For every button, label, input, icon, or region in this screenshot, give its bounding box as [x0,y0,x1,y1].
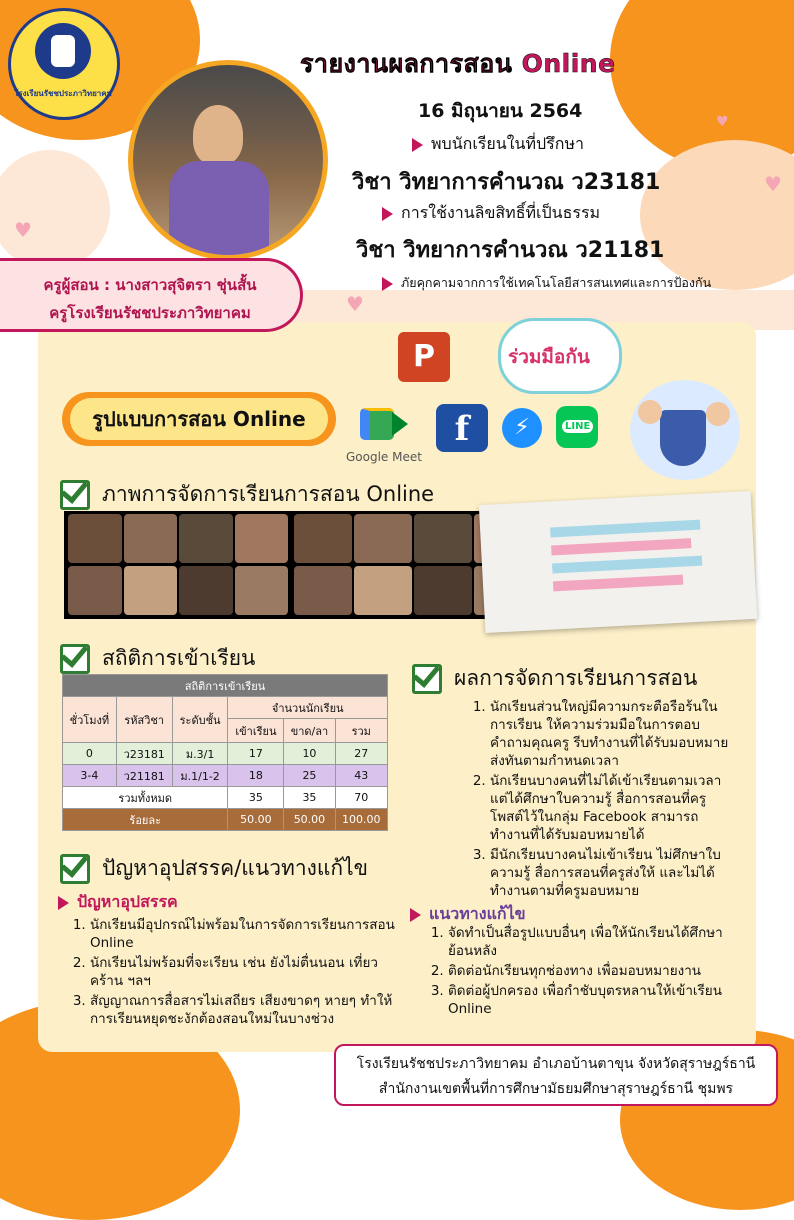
section-photos-heading [60,478,434,511]
col-hour: ชั่วโมงที่ [63,697,117,743]
footer-school: โรงเรียนรัชชประภาวิทยาคม อำเภอบ้านตาขุน จังหวัดสุราษฎร์ธานี [356,1056,756,1072]
list-item: 1. นักเรียนมีอุปกรณ์ไม่พร้อมในการจัดการเรียนการสอน Online [90,916,398,952]
table-cell: 50.00 [228,809,284,831]
teaching-format-label: รูปแบบการสอน Online [70,398,328,440]
google-meet-icon [360,404,410,444]
section-stats-title: สถิติการเข้าเรียน [102,646,256,670]
footer-box [334,1044,778,1106]
bg-blob-top-right-light [640,140,794,290]
section-photos-title: ภาพการจัดการเรียนการสอน Online [102,482,435,506]
video-tile [294,566,352,615]
video-tile [354,514,412,563]
teacher-box [0,258,303,332]
table-total-row [63,787,388,809]
messenger-icon: ⚡ [502,408,542,448]
heart-icon: ♥ [764,172,782,196]
section-stats-heading [60,642,255,675]
check-icon [60,854,90,884]
video-tile [414,514,472,563]
video-tile [124,514,178,563]
video-tile [179,514,233,563]
subject-1: วิชา วิทยาการคำนวณ ว23181 [352,170,661,195]
table-cell: 18 [228,765,284,787]
school-logo [8,8,120,120]
problems-title: ปัญหาอุปสรรค [77,892,178,911]
col-total: รวม [335,719,388,743]
table-cell: 35 [284,787,335,809]
table-cell: 50.00 [284,809,335,831]
subject-2: วิชา วิทยาการคำนวณ ว21181 [356,238,665,263]
list-item: 2. ติดต่อนักเรียนทุกช่องทาง เพื่อมอบหมายงาน [448,962,728,980]
table-percent-row [63,809,388,831]
section-results-heading [412,662,697,695]
table-cell: ว21181 [116,765,172,787]
table-cell: 25 [284,765,335,787]
heart-icon: ♥ [14,218,32,242]
col-level: ระดับชั้น [172,697,228,743]
table-cell: 100.00 [335,809,388,831]
teacher-photo [128,60,328,260]
line-label: LINE [562,420,593,433]
video-tile [354,566,412,615]
cooperate-text: ร่วมมือกัน [508,346,590,368]
topic-3-label: ภัยคุกคามจากการใช้เทคโนโลยีสารสนเทศและการป้องกัน [401,275,712,290]
facebook-icon: f [436,404,488,452]
attendance-table [62,674,388,831]
table-cell: ว23181 [116,743,172,765]
list-item: 2. นักเรียนไม่พร้อมที่จะเรียน เช่น ยังไม่ตื่นนอน เที่ยวคร้าน ฯลฯ [90,954,398,990]
heart-icon: ♥ [346,292,364,316]
col-present: เข้าเรียน [228,719,284,743]
table-cell: 27 [335,743,388,765]
table-cell: ม.1/1-2 [172,765,228,787]
table-cell: 43 [335,765,388,787]
section-results-title: ผลการจัดการเรียนการสอน [454,666,698,690]
teacher-name: ครูผู้สอน : นางสาวสุจิตรา ชุ่นสั้น [43,276,257,294]
table-cell: ม.3/1 [172,743,228,765]
page-title: รายงานผลการสอน Online [300,49,616,78]
table-row [63,765,388,787]
table-cell: 35 [228,787,284,809]
video-tile [294,514,352,563]
list-item: 3. มีนักเรียนบางคนไม่เข้าเรียน ไม่ศึกษาใบความรู้ สื่อการสอนที่ครูส่งให้ และไม่ได้ทำงานตามที่ครูมอบหมาย [490,846,738,900]
results-list [470,698,738,902]
powerpoint-icon: P [398,332,450,382]
list-item: 1. จัดทำเป็นสื่อรูปแบบอื่นๆ เพื่อให้นักเรียนได้ศึกษาย้อนหลัง [448,924,728,960]
check-icon [412,664,442,694]
topic-2 [382,201,600,226]
video-tile [414,566,472,615]
col-absent: ขาด/ลา [284,719,335,743]
footer-office: สำนักงานเขตพื้นที่การศึกษามัธยมศึกษาสุราษฎร์ธานี ชุมพร [378,1081,734,1097]
list-item: 3. ติดต่อผู้ปกครอง เพื่อกำชับบุตรหลานให้เข้าเรียน Online [448,982,728,1018]
list-item: 1. นักเรียนส่วนใหญ่มีความกระตือรือร้นในการเรียน ให้ความร่วมมือในการตอบคำถามคุณครู รีบทำงานที่ได้รับมอบหมายส่งทันตามกำหนดเวลา [490,698,738,770]
check-icon [60,480,90,510]
col-students: จำนวนนักเรียน [228,697,388,719]
heart-icon: ♥ [716,114,729,130]
percent-label: ร้อยละ [63,809,228,831]
video-tile [124,566,178,615]
video-tile [235,514,289,563]
topic-1-label: พบนักเรียนในที่ปรึกษา [431,134,584,153]
table-cell: 0 [63,743,117,765]
video-tile [68,514,122,563]
video-tile [179,566,233,615]
total-label: รวมทั้งหมด [63,787,228,809]
teacher-school: ครูโรงเรียนรัชชประภาวิทยาคม [49,304,251,322]
logo-text: โรงเรียนรัชชประภาวิทยาคม [14,89,112,98]
google-meet-label: Google Meet [346,450,422,464]
table-caption: สถิติการเข้าเรียน [63,675,388,697]
topic-2-label: การใช้งานลิขสิทธิ์ที่เป็นธรรม [401,203,601,222]
list-item: 3. สัญญาณการสื่อสารไม่เสถียร เสียงขาดๆ หายๆ ทำให้การเรียนหยุดชะงักต้องสอนใหม่ในบางช่วง [90,992,398,1028]
table-cell: 17 [228,743,284,765]
section-problems-title: ปัญหาอุปสรรค/แนวทางแก้ไข [102,856,369,880]
report-date: 16 มิถุนายน 2564 [418,100,583,122]
table-cell: 70 [335,787,388,809]
family-protection-illustration [630,380,740,480]
online-class-screenshot-1 [64,511,292,619]
solutions-list [428,924,728,1020]
section-problems-heading [60,852,368,885]
worksheet-photo [479,491,757,633]
check-icon [60,644,90,674]
video-tile [68,566,122,615]
table-row [63,743,388,765]
problems-list [70,916,398,1030]
problems-heading [58,890,178,915]
list-item: 2. นักเรียนบางคนที่ไม่ได้เข้าเรียนตามเวลา แต่ได้ศึกษาใบความรู้ สื่อการสอนที่ครูโพสต์ไว้ในกลุ่ม Facebook สามารถทำงานที่ได้รับมอบหมายได้ [490,772,738,844]
table-cell: 10 [284,743,335,765]
video-tile [235,566,289,615]
col-code: รหัสวิชา [116,697,172,743]
topic-3 [382,273,711,293]
topic-1 [412,132,584,157]
bg-blob-top-left-light [0,150,110,270]
solutions-title: แนวทางแก้ไข [429,904,526,923]
table-cell: 3-4 [63,765,117,787]
